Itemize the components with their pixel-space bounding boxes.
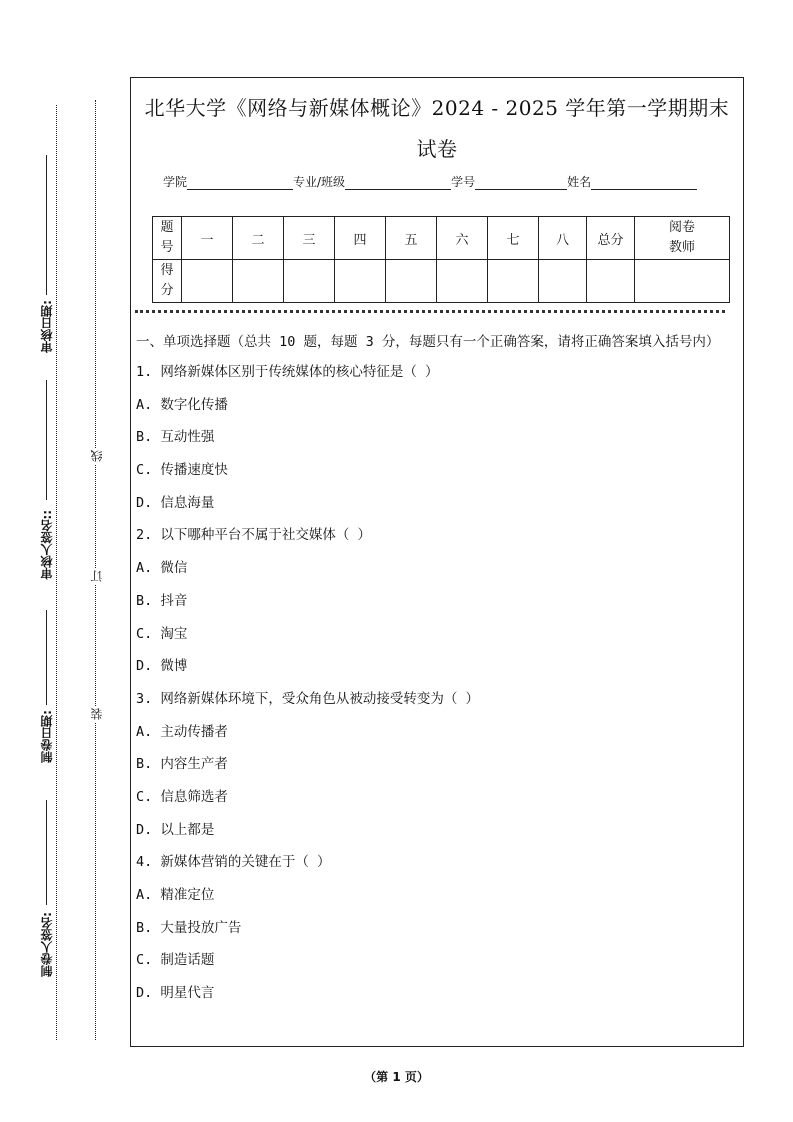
question-2-option-b: B. 抖音 [136, 592, 188, 609]
question-1-option-c: C. 传播速度快 [136, 462, 228, 479]
compile-date-line [46, 610, 47, 705]
score-table-header-row [153, 217, 730, 260]
header-total: 总分 [587, 217, 635, 260]
header-col-7: 七 [488, 217, 539, 260]
question-2-stem: 2. 以下哪种平台不属于社交媒体（ ） [136, 527, 372, 544]
question-4-option-c: C. 制造话题 [136, 952, 215, 969]
question-1-option-b: B. 互动性强 [136, 429, 215, 446]
header-col-6: 六 [437, 217, 488, 260]
question-3-option-a: A. 主动传播者 [136, 723, 228, 740]
cut-mark-zhuang: 装 [90, 708, 104, 720]
score-cell-5[interactable] [386, 260, 437, 303]
header-grader: 阅卷教师 [635, 217, 730, 260]
question-3-option-d: D. 以上都是 [136, 821, 215, 838]
question-3-option-c: C. 信息筛选者 [136, 788, 228, 805]
compiler-signature-label: 制卷人签名: [40, 912, 54, 977]
name-field[interactable] [591, 175, 697, 190]
student-id-field[interactable] [475, 175, 567, 190]
exam-frame [130, 77, 744, 1047]
score-cell-8[interactable] [539, 260, 587, 303]
review-date-label: 审核日期: [40, 300, 54, 353]
question-4-stem: 4. 新媒体营销的关键在于（ ） [136, 854, 331, 871]
section-1 [136, 332, 737, 1017]
question-2-option-a: A. 微信 [136, 560, 188, 577]
cut-mark-ding: 订 [90, 570, 104, 582]
header-col-8: 八 [539, 217, 587, 260]
score-cell-3[interactable] [284, 260, 335, 303]
major-class-field[interactable] [345, 175, 451, 190]
question-3-option-b: B. 内容生产者 [136, 756, 228, 773]
college-label: 学院 [163, 175, 188, 189]
score-cell-total[interactable] [587, 260, 635, 303]
question-2-option-d: D. 微博 [136, 658, 188, 675]
score-cell-4[interactable] [335, 260, 386, 303]
page-number: （第 1 页） [364, 1070, 429, 1084]
section-1-heading: 一、单项选择题（总共 10 题，每题 3 分，每题只有一个正确答案，请将正确答案填入括号内） [136, 334, 720, 350]
binding-strip [0, 0, 125, 1122]
college-field[interactable] [187, 175, 293, 190]
exam-title: 北华大学《网络与新媒体概论》2024 - 2025 学年第一学期期末试卷 [144, 96, 730, 161]
reviewer-signature-label: 审核人签名:: [40, 510, 54, 580]
dotted-separator [135, 310, 725, 313]
student-id-label: 学号 [451, 175, 476, 189]
question-1-stem: 1. 网络新媒体区别于传统媒体的核心特征是（ ） [136, 364, 439, 380]
major-class-label: 专业/班级 [293, 175, 346, 189]
student-info-line [163, 173, 697, 190]
header-col-5: 五 [386, 217, 437, 260]
question-4-option-a: A. 精准定位 [136, 887, 215, 903]
score-table [152, 216, 730, 303]
header-question-number: 题号 [153, 217, 182, 260]
score-table-score-row [153, 260, 730, 303]
cut-mark-xian: 线 [90, 450, 104, 462]
question-4-option-d: D. 明星代言 [136, 985, 215, 1002]
score-cell-7[interactable] [488, 260, 539, 303]
header-col-1: 一 [182, 217, 233, 260]
question-3-stem: 3. 网络新媒体环境下，受众角色从被动接受转变为（ ） [136, 690, 480, 707]
score-cell-2[interactable] [233, 260, 284, 303]
header-col-3: 三 [284, 217, 335, 260]
header-col-2: 二 [233, 217, 284, 260]
binding-dotted-line-outer [56, 105, 57, 1040]
score-cell-grader[interactable] [635, 260, 730, 303]
header-col-4: 四 [335, 217, 386, 260]
score-cell-6[interactable] [437, 260, 488, 303]
reviewer-signature-line [46, 380, 47, 500]
review-date-line [46, 155, 47, 295]
compiler-signature-line [46, 800, 47, 905]
name-label: 姓名 [567, 175, 592, 189]
question-1-option-d: D. 信息海量 [136, 494, 215, 511]
compile-date-label: 制卷日期: [40, 710, 54, 763]
question-1-option-a: A. 数字化传播 [136, 396, 228, 413]
question-4-option-b: B. 大量投放广告 [136, 919, 242, 936]
score-cell-1[interactable] [182, 260, 233, 303]
question-2-option-c: C. 淘宝 [136, 625, 188, 642]
score-row-label: 得分 [153, 260, 182, 303]
